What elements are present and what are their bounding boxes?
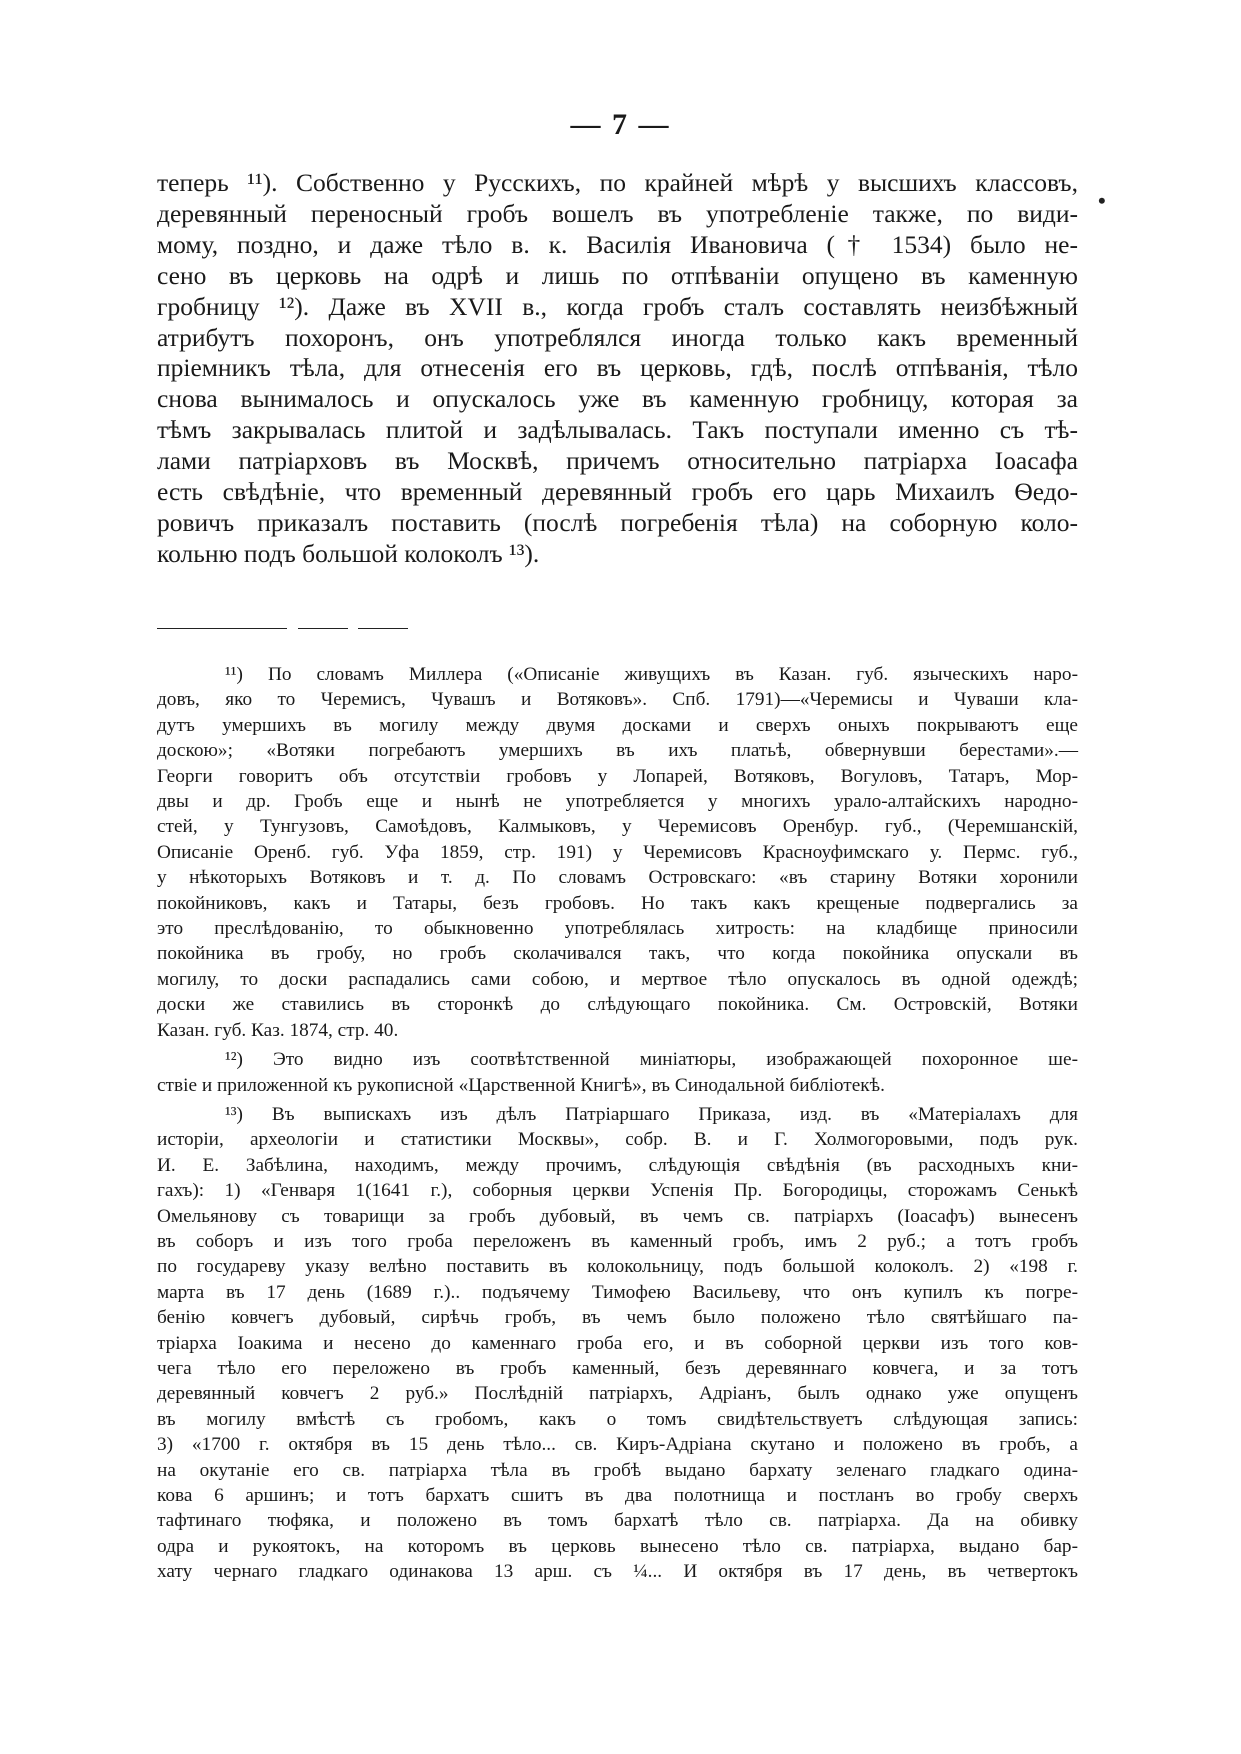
footnote-line: тріарха Іоакима и несено до каменнаго гроба его, и въ соборной церкви изъ того ков- xyxy=(157,1332,1078,1354)
footnote-line: въ могилу вмѣстѣ съ гробомъ, какъ о томъ свидѣтельствуетъ слѣдующая запись: xyxy=(157,1408,1078,1430)
main-text-line: мому, поздно, и даже тѣло в. к. Василія Ивановича († 1534) было не- xyxy=(157,229,1078,259)
main-text-line: есть свѣдѣніе, что временный деревянный гробъ его царь Михаилъ Ѳедо- xyxy=(157,477,1078,507)
footnote-line: у нѣкоторыхъ Вотяковъ и т. д. По словамъ Островскаго: «въ старину Вотяки хоронили xyxy=(157,867,1078,889)
footnote-line: доскою»; «Вотяки погребаютъ умершихъ въ ихъ платьѣ, обвернувши берестами».— xyxy=(157,740,1078,762)
footnote-line: двы и др. Гробъ еще и нынѣ не употребляется у многихъ урало-алтайскихъ народно- xyxy=(157,791,1078,813)
footnote-line: Омельянову съ товарищи за гробъ дубовый, въ чемъ св. патріархъ (Іоасафъ) вынесенъ xyxy=(157,1205,1078,1227)
footnote-line: стей, у Тунгузовъ, Самоѣдовъ, Калмыковъ, у Черемисовъ Оренбур. губ., (Черемшанскій, xyxy=(157,816,1078,838)
footnote-line: ¹³) Въ выпискахъ изъ дѣлъ Патріаршаго Приказа, изд. въ «Матеріалахъ для xyxy=(225,1103,1078,1125)
main-text-line: деревянный переносный гробъ вошелъ въ употребленіе также, по види- xyxy=(157,198,1078,228)
footnote-12 xyxy=(157,1047,1078,1098)
footnote-line: по государеву указу велѣно поставить въ колокольницу, подъ большой колоколъ. 2) «198 г. xyxy=(157,1256,1078,1278)
main-text-line: сено въ церковь на одрѣ и лишь по отпѣваніи опущено въ каменную xyxy=(157,260,1078,290)
main-text-line: ровичъ приказалъ поставить (послѣ погребенія тѣла) на соборную коло- xyxy=(157,507,1078,537)
footnote-separator xyxy=(157,628,287,629)
footnote-line: 3) «1700 г. октября въ 15 день тѣло... св. Киръ-Адріана скутано и положено въ гробъ, а xyxy=(157,1434,1078,1456)
footnote-13 xyxy=(157,1102,1078,1585)
footnote-line: гахъ): 1) «Генваря 1(1641 г.), соборныя церкви Успенія Пр. Богородицы, сторожамъ Сенькѣ xyxy=(157,1180,1078,1202)
main-text-line: атрибутъ похоронъ, онъ употреблялся иногда только какъ временный xyxy=(157,322,1078,352)
footnote-line: покойника въ гробу, но гробъ сколачивался такъ, что когда покойника опускали въ xyxy=(157,943,1078,965)
footnote-line: могилу, то доски распадались сами собою, и мертвое тѣло опускалось въ одной одеждѣ; xyxy=(157,968,1078,990)
print-speck: • xyxy=(1098,188,1106,213)
footnote-line: на окутаніе его св. патріарха тѣла въ гробѣ выдано бархату зеленаго гладкаго одина- xyxy=(157,1459,1078,1481)
footnote-separator xyxy=(358,628,408,629)
footnote-line: деревянный ковчегъ 2 руб.» Послѣдній патріархъ, Адріанъ, былъ однако уже опущенъ xyxy=(157,1383,1078,1405)
main-text-line: пріемникъ тѣла, для отнесенія его въ церковь, гдѣ, послѣ отпѣванія, тѣло xyxy=(157,353,1078,383)
footnote-line: довъ, яко то Черемисъ, Чувашъ и Вотяковъ». Спб. 1791)—«Черемисы и Чуваши кла- xyxy=(157,689,1078,711)
footnote-line: бенію ковчегъ дубовый, сирѣчь гробъ, въ чемъ было положено тѣло святѣйшаго па- xyxy=(157,1307,1078,1329)
footnote-line: марта въ 17 день (1689 г.).. подъячему Тимофею Васильеву, что онъ купилъ къ погре- xyxy=(157,1281,1078,1303)
footnote-line: чега тѣло его переложено въ гробъ каменный, безъ деревяннаго ковчега, и за тотъ xyxy=(157,1357,1078,1379)
footnote-line: Описаніе Оренб. губ. Уфа 1859, стр. 191) у Черемисовъ Красноуфимскаго у. Пермс. губ., xyxy=(157,841,1078,863)
footnote-line: ¹¹) По словамъ Миллера («Описаніе живущихъ въ Казан. губ. языческихъ наро- xyxy=(225,664,1078,685)
footnote-line: ¹²) Это видно изъ соотвѣтственной миніатюры, изображающей похоронное ше- xyxy=(225,1049,1078,1071)
footnote-separator xyxy=(298,628,348,629)
main-text-line: гробницу ¹²). Даже въ XVII в., когда гробъ сталъ составлять неизбѣжный xyxy=(157,291,1078,321)
footnote-line: доски же ставились въ сторонкѣ до слѣдующаго покойника. См. Островскій, Вотяки xyxy=(157,994,1078,1016)
main-text-line: кольню подъ большой колоколъ ¹³). xyxy=(157,538,540,568)
footnote-line: это преслѣдованію, то обыкновенно употреблялась хитрость: на кладбище приносили xyxy=(157,918,1078,940)
footnote-11 xyxy=(157,662,1078,1043)
footnotes xyxy=(157,662,1078,1585)
main-text-line: тѣмъ закрывалась плитой и задѣлывалась. Такъ поступали именно съ тѣ- xyxy=(157,415,1078,445)
footnote-line: И. Е. Забѣлина, находимъ, между прочимъ, слѣдующія свѣдѣнія (въ расходныхъ кни- xyxy=(157,1154,1078,1176)
footnote-line: тафтинаго тюфяка, и положено въ томъ бархатѣ тѣло св. патріарха. Да на обивку xyxy=(157,1510,1078,1532)
footnote-line: ствіе и приложенной къ рукописной «Царственной Книгѣ», въ Синодальной библіотекѣ. xyxy=(157,1074,885,1096)
main-text-line: теперь ¹¹). Собственно у Русскихъ, по крайней мѣрѣ у высшихъ классовъ, xyxy=(157,168,1078,197)
page-number: — 7 — xyxy=(570,108,671,141)
footnote-line: кова 6 аршинъ; и тотъ бархатъ сшитъ въ два полотнища и постланъ во гробу сверхъ xyxy=(157,1485,1078,1506)
footnote-line: одра и рукоятокъ, на которомъ въ церковь вынесено тѣло св. патріарха, выдано бар- xyxy=(157,1535,1078,1557)
footnote-line: хату чернаго гладкаго одинакова 13 арш. съ ¼... И октября въ 17 день, въ четвертокъ xyxy=(157,1561,1078,1583)
main-text xyxy=(157,168,1078,570)
footnote-line: покойниковъ, какъ и Татары, безъ гробовъ. Но такъ какъ крещеные подвергались за xyxy=(157,892,1078,914)
footnote-line: дутъ умершихъ въ могилу между двумя досками и сверхъ оныхъ покрываютъ еще xyxy=(157,714,1078,736)
footnote-line: Георги говоритъ объ отсутствіи гробовъ у Лопарей, Вотяковъ, Вогуловъ, Татаръ, Мор- xyxy=(157,765,1078,787)
footnote-line: Казан. губ. Каз. 1874, стр. 40. xyxy=(157,1019,399,1041)
footnote-line: исторіи, археологіи и статистики Москвы», собр. В. и Г. Холмогоровыми, подъ рук. xyxy=(157,1129,1078,1151)
main-text-line: лами патріарховъ въ Москвѣ, причемъ относительно патріарха Іоасафа xyxy=(157,446,1078,476)
main-text-line: снова вынималось и опускалось уже въ каменную гробницу, которая за xyxy=(157,384,1078,414)
footnote-line: въ соборъ и изъ того гроба переложенъ въ каменный гробъ, имъ 2 руб.; а тотъ гробъ xyxy=(157,1230,1078,1252)
